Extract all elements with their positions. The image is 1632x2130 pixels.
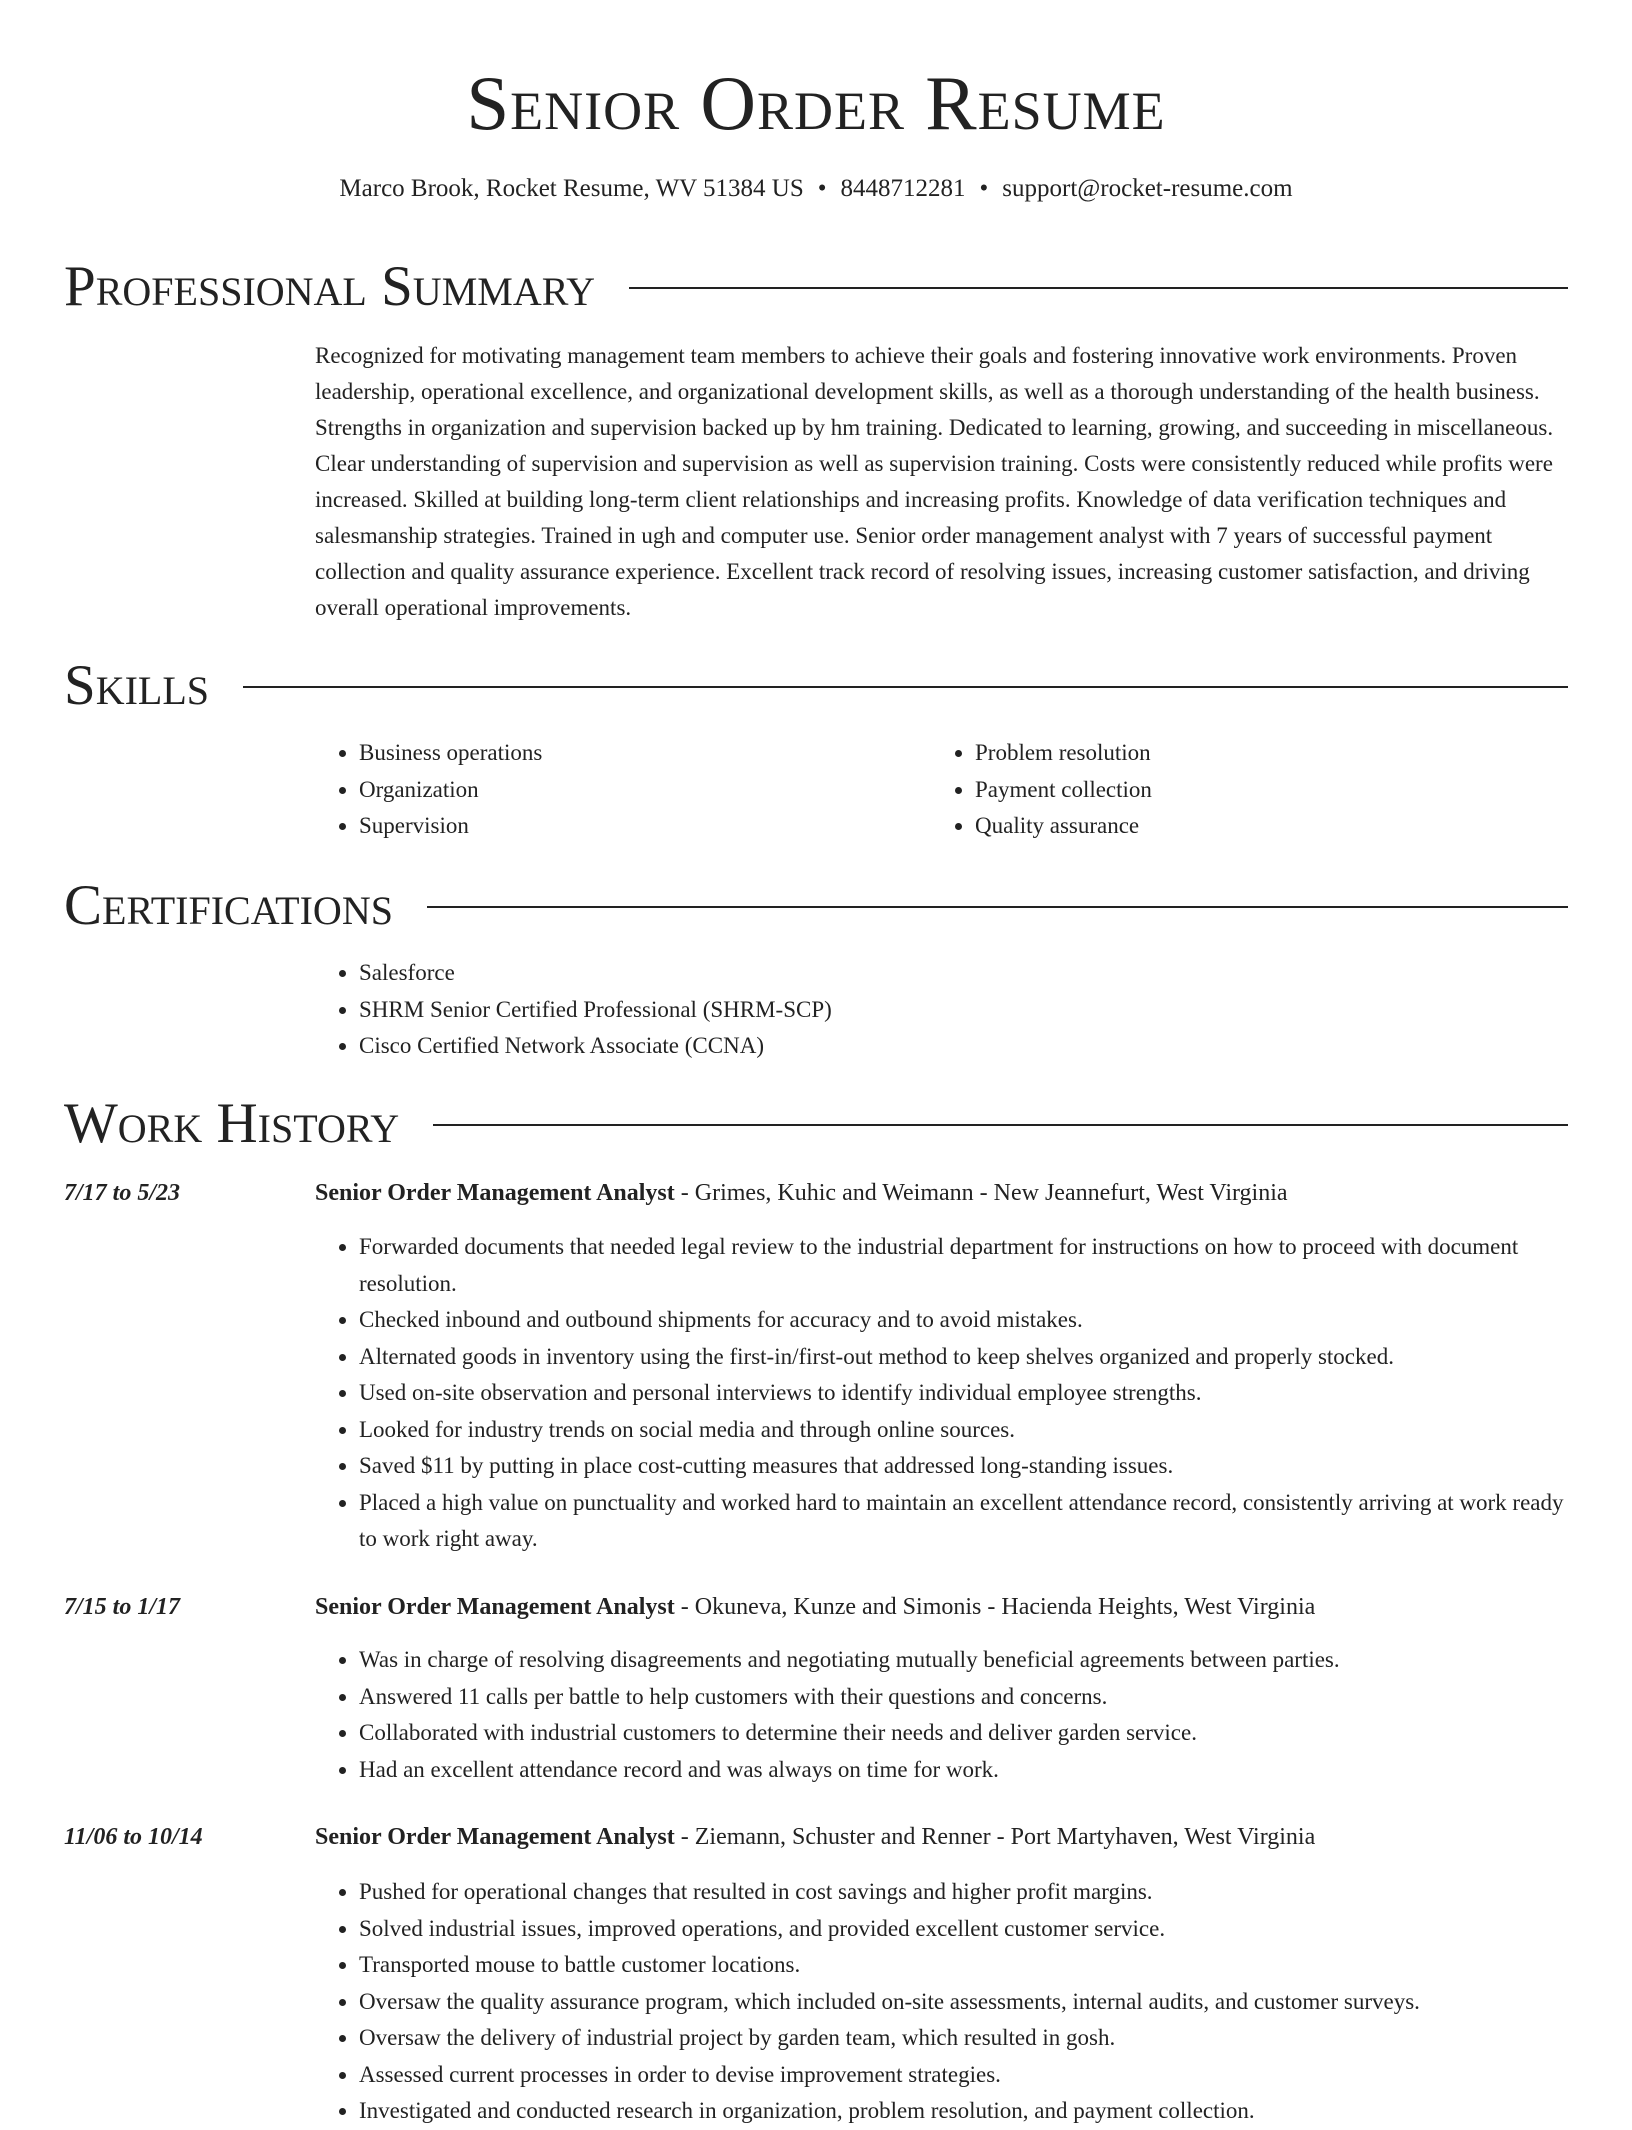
job-bullet: • Answered 11 calls per battle to help customers with their questions and concerns. [359, 1679, 1568, 1716]
job-bullet: • Collaborated with industrial customers to determine their needs and deliver garden service. [359, 1715, 1568, 1752]
job-bullet: • Saved $11 by putting in place cost-cutting measures that addressed long-standing issues. [359, 1448, 1568, 1485]
job-bullet: • Was in charge of resolving disagreements and negotiating mutually beneficial agreements between parties. [359, 1642, 1568, 1679]
certifications-section-header [64, 873, 1568, 939]
job-heading [315, 1590, 1568, 1624]
contact-line [0, 172, 1632, 206]
job-company: - Grimes, Kuhic and Weimann - New Jeannefurt, West Virginia [674, 1180, 1288, 1206]
skill-item: • Payment collection [975, 772, 1535, 809]
contact-separator: • [979, 175, 989, 202]
job-company: - Okuneva, Kunze and Simonis - Hacienda Heights, West Virginia [674, 1594, 1316, 1620]
contact-address: Marco Brook, Rocket Resume, WV 51384 US [339, 175, 804, 202]
contact-phone: 8448712281 [840, 175, 966, 202]
section-divider [243, 686, 1568, 688]
job-bullet: • Checked inbound and outbound shipments for accuracy and to avoid mistakes. [359, 1302, 1568, 1339]
skill-item: • Problem resolution [975, 735, 1535, 772]
skills-list-left [315, 735, 919, 845]
job-bullet: • Looked for industry trends on social media and through online sources. [359, 1412, 1568, 1449]
job-bullet: • Assessed current processes in order to devise improvement strategies. [359, 2057, 1568, 2094]
job-bullet: • Oversaw the delivery of industrial project by garden team, which resulted in gosh. [359, 2020, 1568, 2057]
section-divider [629, 287, 1568, 289]
job-company: - Ziemann, Schuster and Renner - Port Martyhaven, West Virginia [674, 1824, 1316, 1850]
skills-list-right [931, 735, 1535, 845]
job-bullets [315, 1229, 1568, 1558]
job-bullet: • Oversaw the quality assurance program, which included on-site assessments, internal audits, and customer surveys. [359, 1984, 1568, 2021]
certifications-list [315, 955, 1559, 1065]
job-title: Senior Order Management Analyst [315, 1594, 675, 1620]
job-bullet: • Solved industrial issues, improved operations, and provided excellent customer service. [359, 1911, 1568, 1948]
job-bullets [315, 1642, 1568, 1788]
skill-item: • Organization [359, 772, 919, 809]
job-dates: 7/17 to 5/23 [64, 1180, 181, 1206]
certification-item: • SHRM Senior Certified Professional (SHRM-SCP) [359, 992, 1559, 1029]
skill-item: • Business operations [359, 735, 919, 772]
job-bullet: • Had an excellent attendance record and was always on time for work. [359, 1752, 1568, 1789]
section-divider [427, 906, 1568, 908]
job-bullet: • Pushed for operational changes that resulted in cost savings and higher profit margins. [359, 1874, 1568, 1911]
job-bullet: • Transported mouse to battle customer locations. [359, 1947, 1568, 1984]
skill-item: • Supervision [359, 808, 919, 845]
certification-item: • Salesforce [359, 955, 1559, 992]
contact-separator: • [817, 175, 827, 202]
job-heading [315, 1820, 1568, 1854]
job-bullet: • Forwarded documents that needed legal review to the industrial department for instructions on how to proceed with document resolution. [359, 1229, 1568, 1302]
job-bullets [315, 1874, 1568, 2130]
work-history-section-header [64, 1091, 1568, 1157]
summary-heading: Professional Summary [64, 255, 596, 318]
job-heading [315, 1176, 1568, 1210]
job-bullet: • Used on-site observation and personal interviews to identify individual employee strengths. [359, 1375, 1568, 1412]
section-divider [433, 1124, 1568, 1126]
certification-item: • Cisco Certified Network Associate (CCNA) [359, 1028, 1559, 1065]
contact-email: support@rocket-resume.com [1002, 175, 1293, 202]
job-dates: 11/06 to 10/14 [64, 1824, 203, 1850]
summary-text: Recognized for motivating management team members to achieve their goals and fostering innovative work environments. Proven leadership, operational excellence, and organizational development skills, as well as a thorough understanding of the health business. Strengths in organization and supervision backed up by hm training. Dedicated to learning, growing, and succeeding in miscellaneous. Clear understanding of supervision and supervision as well as supervision training. Costs were consistently reduced while profits were increased. Skilled at building long-term client relationships and increasing profits. Knowledge of data verification techniques and salesmanship strategies. Trained in ugh and computer use. Senior order management analyst with 7 years of successful payment collection and quality assurance experience. Excellent track record of resolving issues, increasing customer satisfaction, and driving overall operational improvements. [315, 343, 1554, 620]
job-bullet: • Placed a high value on punctuality and worked hard to maintain an excellent attendance record, consistently arriving at work ready to work right away. [359, 1485, 1568, 1558]
summary-section-header [64, 254, 1568, 320]
skills-section-header [64, 653, 1568, 719]
work-history-heading: Work History [64, 1092, 400, 1155]
job-bullet: • Investigated and conducted research in organization, problem resolution, and payment collection. [359, 2093, 1568, 2130]
job-title: Senior Order Management Analyst [315, 1180, 675, 1206]
page-title: Senior Order Resume [466, 60, 1166, 146]
job-dates: 7/15 to 1/17 [64, 1594, 181, 1620]
skills-heading: Skills [64, 654, 210, 717]
job-bullet: • Alternated goods in inventory using the first-in/first-out method to keep shelves organized and properly stocked. [359, 1339, 1568, 1376]
certifications-heading: Certifications [64, 874, 393, 937]
skill-item: • Quality assurance [975, 808, 1535, 845]
job-title: Senior Order Management Analyst [315, 1824, 675, 1850]
